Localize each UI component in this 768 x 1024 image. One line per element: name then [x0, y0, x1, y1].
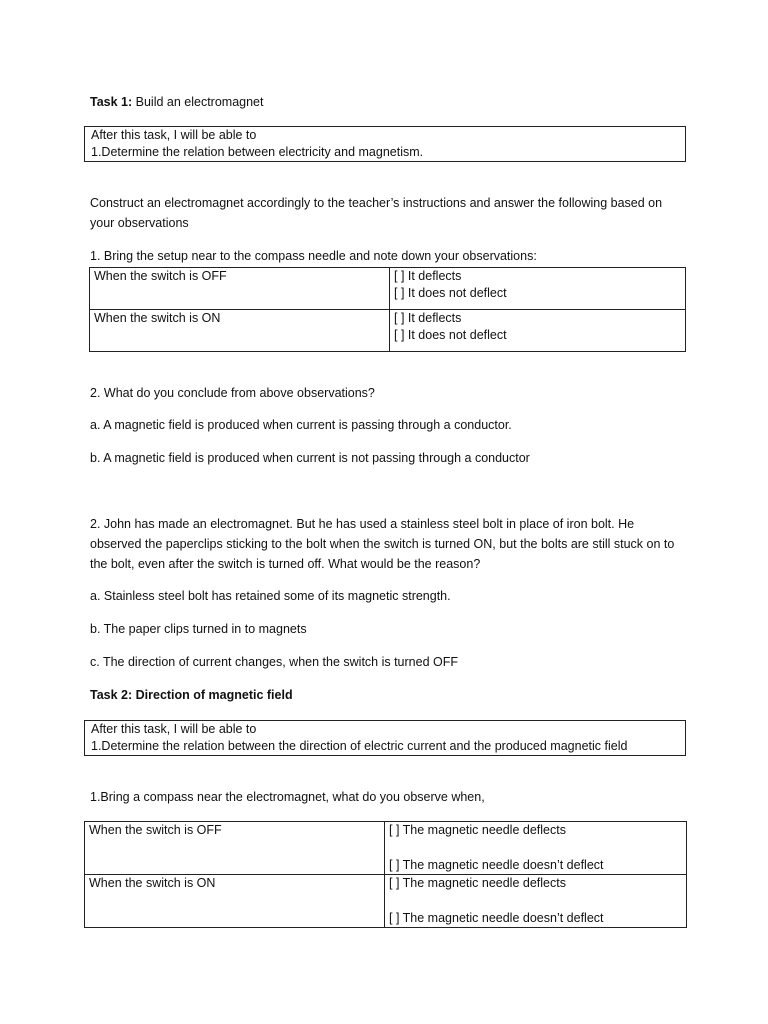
options-cell: [390, 268, 686, 310]
checkbox-option[interactable]: [ ] The magnetic needle deflects: [389, 823, 566, 837]
table-row: [90, 268, 686, 310]
table-row: [85, 875, 687, 928]
task1-question-1: 1. Bring the setup near to the compass needle and note down your observations:: [90, 249, 537, 263]
checkbox-option[interactable]: [ ] It does not deflect: [394, 328, 507, 342]
task2-objective-intro: After this task, I will be able to: [91, 722, 257, 736]
checkbox-option[interactable]: [ ] The magnetic needle doesn’t deflect: [389, 911, 604, 925]
checkbox-option[interactable]: [ ] The magnetic needle deflects: [389, 876, 566, 890]
task2-objective-item: 1.Determine the relation between the direction of electric current and the produced magnetic field: [91, 739, 628, 753]
task1-objective-intro: After this task, I will be able to: [91, 128, 257, 142]
condition-cell: When the switch is ON: [90, 310, 390, 352]
task2-objective-box: [84, 720, 686, 756]
task1-observation-table: [89, 267, 686, 352]
task1-heading: [90, 94, 264, 111]
task1-question-2-option-a[interactable]: a. A magnetic field is produced when current is passing through a conductor.: [90, 418, 512, 432]
task1-objective-item: 1.Determine the relation between electricity and magnetism.: [91, 145, 424, 159]
task1-instructions: Construct an electromagnet accordingly to the teacher’s instructions and answer the following based on your observations: [90, 196, 663, 230]
task1-question-3-option-a[interactable]: a. Stainless steel bolt has retained some of its magnetic strength.: [90, 589, 451, 603]
task1-label: Task 1:: [90, 95, 133, 109]
options-cell: [390, 310, 686, 352]
task1-question-2-option-b[interactable]: b. A magnetic field is produced when current is not passing through a conductor: [90, 451, 530, 465]
task1-title: Build an electromagnet: [132, 95, 264, 109]
table-row: [85, 822, 687, 875]
options-cell: [385, 875, 687, 928]
task1-question-3: 2. John has made an electromagnet. But he has used a stainless steel bolt in place of iron bolt. He observed the paperclips sticking to the bolt when the switch is turned ON, but the bolts are still stuck on to the bolt, even after the switch is turned off. What would be the reason?: [90, 517, 675, 571]
condition-cell: When the switch is ON: [85, 875, 385, 928]
checkbox-option[interactable]: [ ] The magnetic needle doesn’t deflect: [389, 858, 604, 872]
task2-observation-table: [84, 821, 687, 928]
checkbox-option[interactable]: [ ] It deflects: [394, 311, 462, 325]
condition-cell: When the switch is OFF: [85, 822, 385, 875]
checkbox-option[interactable]: [ ] It does not deflect: [394, 286, 507, 300]
condition-cell: When the switch is OFF: [90, 268, 390, 310]
table-row: [90, 310, 686, 352]
checkbox-option[interactable]: [ ] It deflects: [394, 269, 462, 283]
task2-heading: Task 2: Direction of magnetic field: [90, 688, 293, 702]
task2-question-1: 1.Bring a compass near the electromagnet, what do you observe when,: [90, 790, 485, 804]
task1-objective-box: [84, 126, 686, 162]
task1-question-2: 2. What do you conclude from above observations?: [90, 386, 375, 400]
task1-question-3-option-c[interactable]: c. The direction of current changes, when the switch is turned OFF: [90, 655, 458, 669]
task1-question-3-option-b[interactable]: b. The paper clips turned in to magnets: [90, 622, 307, 636]
options-cell: [385, 822, 687, 875]
